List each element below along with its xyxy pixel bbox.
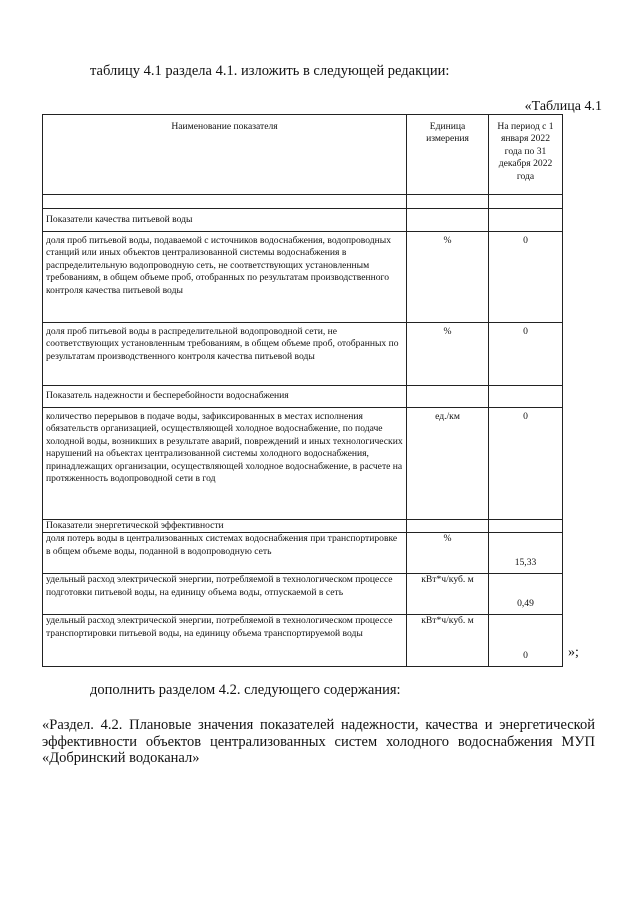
row-name: Показатели энергетической эффективности xyxy=(43,520,407,533)
section-title: «Раздел. 4.2. Плановые значения показателей надежности, качества и энергетической эффективности объектов централизованных систем холодного водоснабжения МУП «Добринский водоканал» xyxy=(42,717,595,766)
row-unit xyxy=(407,195,489,209)
row-value: 0 xyxy=(489,615,563,667)
row-value: 0 xyxy=(489,323,563,386)
row-value: 0 xyxy=(489,408,563,520)
row-name: удельный расход электрической энергии, потребляемой в технологическом процессе подготовки питьевой воды, на единицу объема воды, отпускаемой в сеть xyxy=(43,574,407,615)
row-name: количество перерывов в подаче воды, зафиксированных в местах исполнения обязательств организацией, осуществляющей холодное водоснабжение, по подаче холодной воды, возникших в результате аварий, повреждений и иных технологических нарушений на объектах централизованной системы холодного водоснабжения, принадлежащих организации, осуществляющей холодное водоснабжение, в расчете на протяженность водопроводной сети в год xyxy=(43,408,407,520)
row-name: Показатели качества питьевой воды xyxy=(43,209,407,232)
row-value xyxy=(489,386,563,408)
row-unit xyxy=(407,209,489,232)
row-unit: кВт*ч/куб. м xyxy=(407,574,489,615)
header-unit: Единица измерения xyxy=(407,115,489,195)
row-value: 15,33 xyxy=(489,533,563,574)
row-value: 0,49 xyxy=(489,574,563,615)
closing-quote: »; xyxy=(568,645,579,660)
table-row xyxy=(43,408,563,520)
row-unit: % xyxy=(407,533,489,574)
table-row xyxy=(43,232,563,323)
table-header-row xyxy=(43,115,563,195)
table-row xyxy=(43,209,563,232)
row-value xyxy=(489,195,563,209)
supplement-text: дополнить разделом 4.2. следующего содержания: xyxy=(90,682,401,698)
row-value xyxy=(489,520,563,533)
table-row xyxy=(43,615,563,667)
row-unit: % xyxy=(407,323,489,386)
row-name: Показатель надежности и бесперебойности водоснабжения xyxy=(43,386,407,408)
indicators-table xyxy=(42,114,563,667)
row-name: доля проб питьевой воды в распределительной водопроводной сети, не соответствующих установленным требованиям, в общем объеме проб, отобранных по результатам производственного контроля качества питьевой воды xyxy=(43,323,407,386)
intro-text: таблицу 4.1 раздела 4.1. изложить в следующей редакции: xyxy=(90,63,450,79)
row-unit: ед./км xyxy=(407,408,489,520)
table-row xyxy=(43,533,563,574)
row-unit: % xyxy=(407,232,489,323)
row-value xyxy=(489,209,563,232)
row-name: удельный расход электрической энергии, потребляемой в технологическом процессе транспортировки питьевой воды, на единицу объема транспортируемой воды xyxy=(43,615,407,667)
row-name xyxy=(43,195,407,209)
row-unit: кВт*ч/куб. м xyxy=(407,615,489,667)
row-value: 0 xyxy=(489,232,563,323)
row-unit xyxy=(407,386,489,408)
table-caption: «Таблица 4.1 xyxy=(524,99,602,114)
header-name: Наименование показателя xyxy=(43,115,407,195)
table-row xyxy=(43,386,563,408)
table-row xyxy=(43,323,563,386)
table-row xyxy=(43,574,563,615)
header-period: На период с 1 января 2022 года по 31 декабря 2022 года xyxy=(489,115,563,195)
row-name: доля проб питьевой воды, подаваемой с источников водоснабжения, водопроводных станций или иных объектов централизованной системы водоснабжения в распределительную водопроводную сеть, не соответствующих установленным требованиям, в общем объеме проб, отобранных по результатам производственного контроля качества питьевой воды xyxy=(43,232,407,323)
table-row xyxy=(43,195,563,209)
table-row xyxy=(43,520,563,533)
row-name: доля потерь воды в централизованных системах водоснабжения при транспортировке в общем объеме воды, поданной в водопроводную сеть xyxy=(43,533,407,574)
row-unit xyxy=(407,520,489,533)
